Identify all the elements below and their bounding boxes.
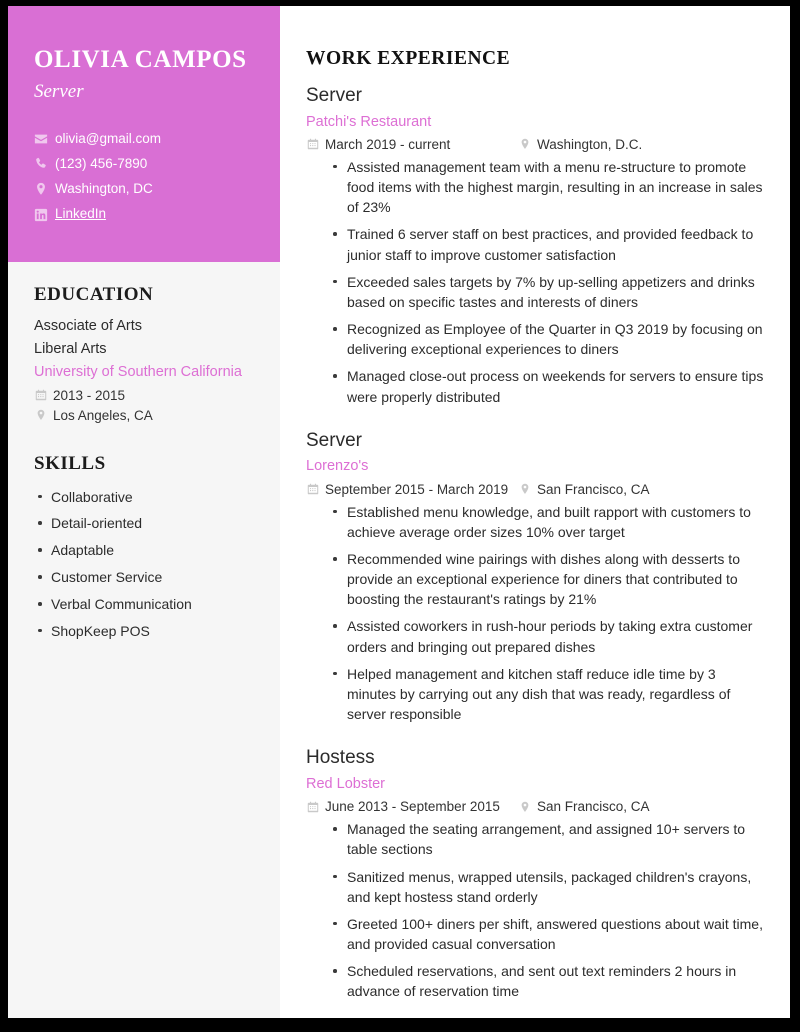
calendar-icon <box>306 483 319 496</box>
list-item: Sanitized menus, wrapped utensils, packaged children's crayons, and kept hostess stand orderly <box>332 867 768 907</box>
job-role: Hostess <box>306 747 375 769</box>
main-content <box>280 6 790 1018</box>
list-item: Detail-oriented <box>34 510 254 537</box>
contact-item-email[interactable] <box>34 130 254 148</box>
job-role: Server <box>306 85 362 106</box>
job-dates: June 2013 - September 2015 <box>325 799 500 815</box>
job-entry <box>306 746 768 1001</box>
calendar-icon <box>34 389 47 402</box>
job-meta <box>306 482 768 497</box>
list-item: Assisted coworkers in rush-hour periods by taking extra customer orders and bringing out prepared dishes <box>332 616 768 656</box>
list-item: Adaptable <box>34 537 254 564</box>
education-dates-row <box>34 388 254 403</box>
job-entry <box>306 429 768 725</box>
list-item: Exceeded sales targets by 7% by up-selling appetizers and drinks based on specific tastes and interests of diners <box>332 272 768 312</box>
list-item: Recommended wine pairings with dishes along with desserts to provide an exceptional experience for diners that contributed to boosting the restaurant's ratings by 21% <box>332 549 768 609</box>
list-item: ShopKeep POS <box>34 618 254 645</box>
list-item: Helped management and kitchen staff reduce idle time by 3 minutes by carrying out any dish that was ready, regardless of server responsible <box>332 664 768 724</box>
job-role: Server <box>306 429 362 451</box>
job-location-group <box>518 799 650 814</box>
contact-item-location[interactable] <box>34 180 254 198</box>
education-heading: EDUCATION <box>34 284 154 305</box>
education-location-row <box>34 408 254 423</box>
envelope-icon <box>34 132 48 146</box>
profile-job-title: Server <box>34 80 84 102</box>
list-item: Recognized as Employee of the Quarter in Q3 2019 by focusing on delivering exceptional experiences to diners <box>332 319 768 359</box>
contact-label-location: Washington, DC <box>55 181 153 197</box>
resume-page <box>8 6 790 1018</box>
location-pin-icon <box>34 182 48 196</box>
contact-item-phone[interactable] <box>34 155 254 173</box>
job-bullets <box>306 157 768 407</box>
location-pin-icon <box>518 483 531 496</box>
job-bullets <box>306 502 768 725</box>
sidebar-body <box>8 262 280 645</box>
sidebar-header <box>8 6 280 262</box>
list-item: Greeted 100+ diners per shift, answered questions about wait time, and provided casual conversation <box>332 914 768 954</box>
skills-section <box>34 453 254 645</box>
education-location: Los Angeles, CA <box>53 407 153 423</box>
job-dates-group <box>306 482 518 497</box>
education-field: Liberal Arts <box>34 341 107 358</box>
job-meta <box>306 799 768 814</box>
list-item: Customer Service <box>34 564 254 591</box>
list-item: Scheduled reservations, and sent out text reminders 2 hours in advance of reservation time <box>332 961 768 1001</box>
education-section <box>34 284 254 423</box>
location-pin-icon <box>34 409 47 422</box>
job-location-group <box>518 137 642 152</box>
job-dates-group <box>306 137 518 152</box>
location-pin-icon <box>518 138 531 151</box>
list-item: Verbal Communication <box>34 591 254 618</box>
job-company: Red Lobster <box>306 775 385 792</box>
location-pin-icon <box>518 800 531 813</box>
page-title: OLIVIA CAMPOS <box>34 46 247 73</box>
job-location-group <box>518 482 650 497</box>
job-location: Washington, D.C. <box>537 136 643 152</box>
job-dates: September 2015 - March 2019 <box>325 481 509 497</box>
linkedin-icon <box>34 208 48 222</box>
job-location: San Francisco, CA <box>537 799 650 815</box>
contact-item-linkedin[interactable] <box>34 205 254 223</box>
phone-icon <box>34 157 48 171</box>
calendar-icon <box>306 138 319 151</box>
list-item: Assisted management team with a menu re-structure to promote food items with the highest margin, resulting in an increase in sales of 23% <box>332 157 768 217</box>
list-item: Managed close-out process on weekends for servers to ensure tips were properly distributed <box>332 366 768 406</box>
list-item: Collaborative <box>34 484 254 511</box>
job-entry <box>306 84 768 407</box>
contact-label-linkedin[interactable]: LinkedIn <box>55 206 107 222</box>
work-experience-heading: WORK EXPERIENCE <box>306 48 511 69</box>
contact-label-email: olivia@gmail.com <box>55 130 161 146</box>
education-degree: Associate of Arts <box>34 318 142 334</box>
contact-label-phone: (123) 456-7890 <box>55 155 148 171</box>
job-dates-group <box>306 799 518 814</box>
job-company: Lorenzo's <box>306 458 369 475</box>
education-dates: 2013 - 2015 <box>53 387 126 403</box>
education-school: University of Southern California <box>34 363 242 380</box>
job-location: San Francisco, CA <box>537 481 650 497</box>
list-item: Trained 6 server staff on best practices, and provided feedback to junior staff to improve customer satisfaction <box>332 224 768 264</box>
job-bullets <box>306 819 768 1001</box>
contact-list <box>34 130 254 224</box>
calendar-icon <box>306 800 319 813</box>
list-item: Managed the seating arrangement, and assigned 10+ servers to table sections <box>332 819 768 859</box>
job-dates: March 2019 - current <box>325 136 451 152</box>
skills-heading: SKILLS <box>34 452 106 474</box>
job-company: Patchi's Restaurant <box>306 113 432 130</box>
job-meta <box>306 137 768 152</box>
sidebar <box>8 6 280 1018</box>
skills-list <box>34 484 254 645</box>
list-item: Established menu knowledge, and built rapport with customers to achieve average order sizes 10% over target <box>332 502 768 542</box>
